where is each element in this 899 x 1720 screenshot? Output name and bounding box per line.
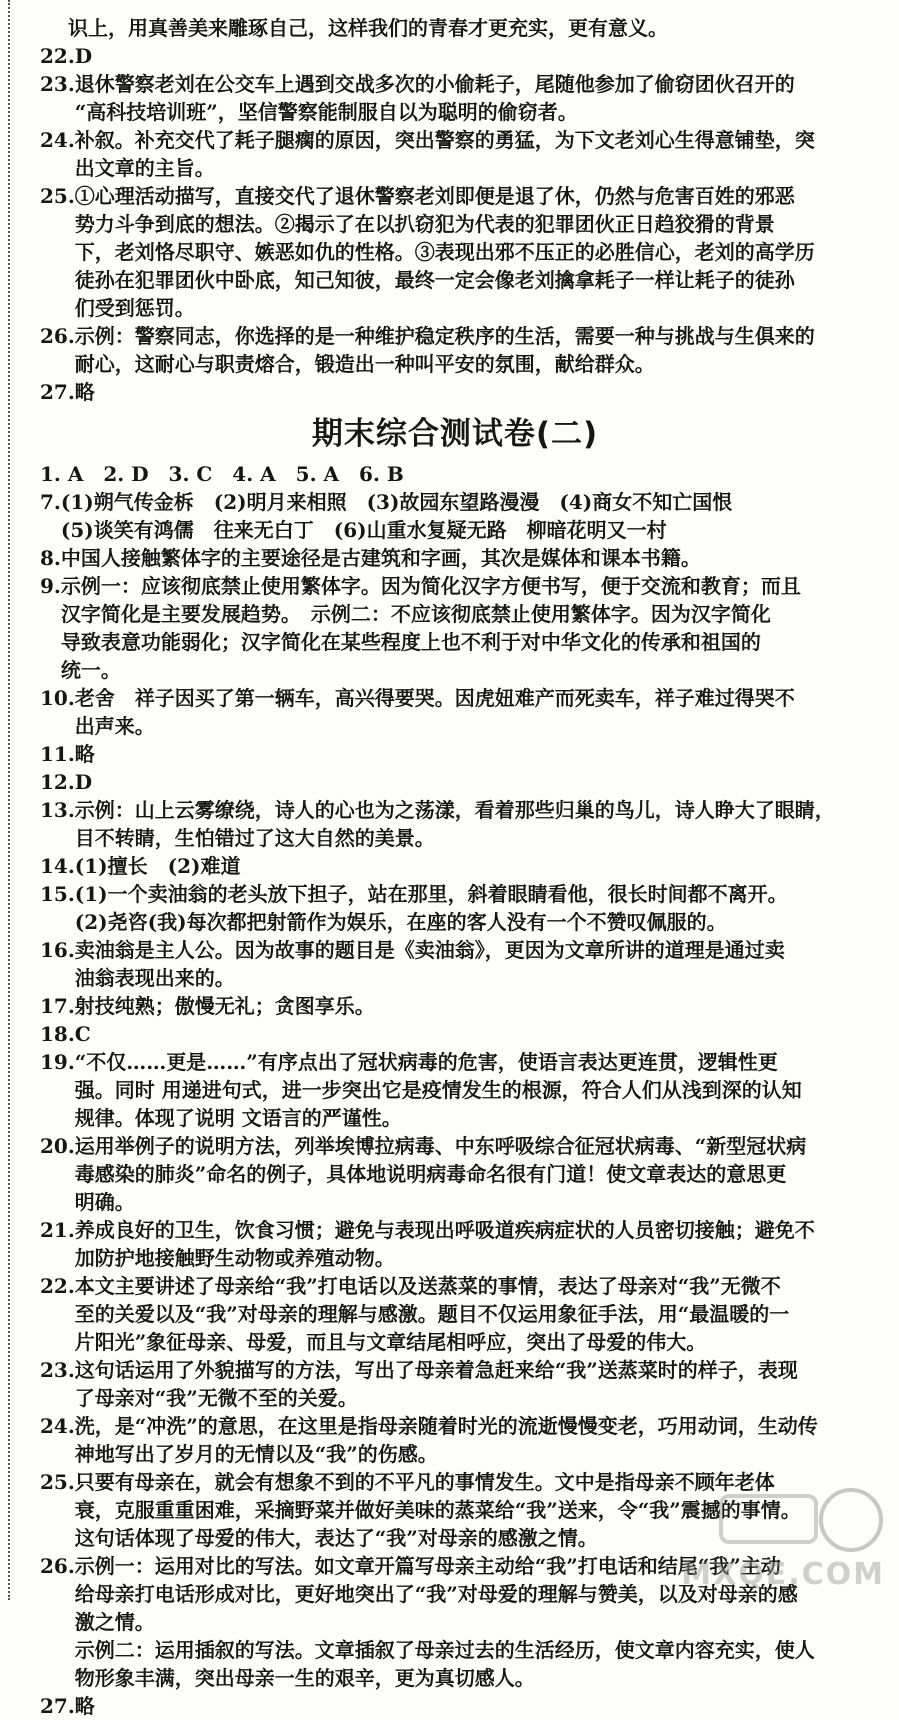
answer-line: 加防护地接触野生动物或养殖动物。: [74, 1246, 395, 1270]
answer-text: [75, 684, 870, 740]
answer-item: [40, 70, 870, 126]
answer-line: 示例一：应该彻底禁止使用繁体字。因为简化汉字方便书写，便于交流和教育；而且: [60, 574, 801, 598]
answer-line: 卖油翁是主人公。因为故事的题目是《卖油翁》，更因为文章所讲的道理是通过卖: [74, 938, 785, 962]
answer-item: [40, 936, 870, 992]
answer-text: [75, 1356, 870, 1412]
top-answer-list: [40, 42, 870, 406]
answer-line: (1)朔气传金柝 (2)明月来相照 (3)故园东望路漫漫 (4)商女不知亡国恨: [60, 490, 733, 514]
answer-text: [75, 740, 870, 768]
answer-item: [40, 126, 870, 182]
answer-line: 补叙。补充交代了耗子腿瘸的原因，突出警察的勇猛，为下文老刘心生得意铺垫，突: [74, 128, 815, 152]
answer-line: D: [74, 770, 93, 794]
answer-number: 13.: [40, 798, 75, 822]
answer-line: 退休警察老刘在公交车上遇到交战多次的小偷耗子，尾随他参加了偷窃团伙召开的: [74, 72, 795, 96]
answer-item: [40, 740, 870, 768]
answer-line: 这句话体现了母爱的伟大，表达了“我”对母亲的感激之情。: [74, 1526, 598, 1550]
answer-number: 18.: [40, 1022, 75, 1046]
answer-line: 耐心，这耐心与职责熔合，锻造出一种叫平安的氛围，献给群众。: [74, 352, 655, 376]
answer-line: 徒孙在犯罪团伙中卧底，知己知彼，最终一定会像老刘擒拿耗子一样让耗子的徒孙: [74, 268, 795, 292]
answer-item: [40, 1412, 870, 1468]
answer-item: [40, 684, 870, 740]
answer-item: [40, 322, 870, 378]
answer-line: 1. A 2. D 3. C 4. A 5. A 6. B: [40, 462, 404, 486]
answer-number: 27.: [40, 380, 75, 404]
answer-number: 27.: [40, 1694, 75, 1718]
answer-line: 养成良好的卫生，饮食习惯；避免与表现出呼吸道疾病症状的人员密切接触；避免不: [74, 1218, 815, 1242]
answer-text: [75, 1048, 870, 1132]
answer-item: [40, 1356, 870, 1412]
section-title: 期末综合测试卷(二): [311, 416, 599, 452]
answer-line: 规律。体现了说明 文语言的严谨性。: [74, 1106, 402, 1130]
answer-line: 下，老刘恪尽职守、嫉恶如仇的性格。③表现出邪不压正的必胜信心，老刘的高学历: [74, 240, 815, 264]
answer-number: 22.: [40, 44, 75, 68]
answer-text: [75, 992, 870, 1020]
answer-line: 导致表意功能弱化；汉字简化在某些程度上也不利于对中华文化的传承和祖国的: [60, 630, 761, 654]
answer-item: [40, 852, 870, 880]
answer-line: 神地写出了岁月的无情以及“我”的伤感。: [74, 1442, 438, 1466]
continued-line: 识上，用真善美来雕琢自己，这样我们的青春才更充实，更有意义。: [68, 16, 668, 40]
answer-number: 23.: [40, 72, 75, 96]
answer-line: C: [74, 1022, 91, 1046]
answer-number: 26.: [40, 1554, 75, 1578]
binding-margin-line: [8, 0, 10, 1600]
answer-text: [75, 796, 870, 852]
answer-line: 出声来。: [74, 714, 155, 738]
answer-item: [40, 182, 870, 322]
answer-line: 示例：山上云雾缭绕，诗人的心也为之荡漾，看着那些归巢的鸟儿，诗人睁大了眼睛，: [74, 798, 835, 822]
answer-text: [75, 1216, 870, 1272]
answer-item: [40, 1216, 870, 1272]
answer-text: [75, 378, 870, 406]
answer-line: 了母亲对“我”无微不至的关爱。: [74, 1386, 358, 1410]
answer-line: “不仅……更是……”有序点出了冠状病毒的危害，使语言表达更连贯，逻辑性更: [74, 1050, 778, 1074]
answer-item: [40, 460, 870, 488]
answer-line: 略: [74, 742, 95, 766]
answer-text: [75, 936, 870, 992]
answer-number: 17.: [40, 994, 75, 1018]
answer-number: 20.: [40, 1134, 75, 1158]
answer-item: [40, 1272, 870, 1356]
answer-text: [75, 1132, 870, 1216]
answer-number: 22.: [40, 1274, 75, 1298]
answer-line: 毒感染的肺炎”命名的例子，具体地说明病毒命名很有门道！使文章表达的意思更: [74, 1162, 787, 1186]
watermark-text: MXQE.COM: [681, 1557, 885, 1592]
answer-sub-line: (2)尧咨(我)每次都把射箭作为娱乐，在座的客人没有一个不赞叹佩服的。: [74, 910, 727, 934]
answer-number: 14.: [40, 854, 75, 878]
answer-sub-line: (5)谈笑有鸿儒 往来无白丁 (6)山重水复疑无路 柳暗花明又一村: [60, 518, 667, 542]
answer-sub-line: 示例二：运用插叙的写法。文章插叙了母亲过去的生活经历，使文章内容充实，使人: [74, 1638, 815, 1662]
answer-item: [40, 768, 870, 796]
answer-line: 射技纯熟；傲慢无礼；贪图享乐。: [74, 994, 375, 1018]
answer-line: “高科技培训班”，坚信警察能制服自以为聪明的偷窃者。: [74, 100, 578, 124]
answer-text: [75, 1412, 870, 1468]
watermark-seal-icon: [701, 1482, 891, 1562]
answer-number: 15.: [40, 882, 75, 906]
answer-text: [75, 1692, 870, 1720]
answer-line: 衰，克服重重困难，采摘野菜并做好美味的蒸菜给“我”送来，令“我”震撼的事情。: [74, 1498, 801, 1522]
answer-line: 统一。: [60, 658, 121, 682]
answer-line: 片阳光”象征母亲、母爱，而且与文章结尾相呼应，突出了母爱的伟大。: [74, 1330, 707, 1354]
answer-item: [40, 1692, 870, 1720]
answer-item: [40, 378, 870, 406]
answer-item: [40, 488, 870, 544]
answer-line: 老舍 祥子因买了第一辆车，高兴得要哭。因虎妞难产而死卖车，祥子难过得哭不: [74, 686, 795, 710]
answer-number: 19.: [40, 1050, 75, 1074]
answer-number: 9.: [40, 574, 61, 598]
answer-line: 只要有母亲在，就会有想象不到的不平凡的事情发生。文中是指母亲不顾年老体: [74, 1470, 775, 1494]
answer-line: 出文章的主旨。: [74, 156, 215, 180]
answer-text: [75, 852, 870, 880]
answer-line: (1)擅长 (2)难道: [74, 854, 241, 878]
answer-number: 16.: [40, 938, 75, 962]
answer-number: 7.: [40, 490, 61, 514]
answer-item: [40, 1132, 870, 1216]
answer-number: 21.: [40, 1218, 75, 1242]
answer-number: 25.: [40, 184, 75, 208]
answer-line: ①心理活动描写，直接交代了退休警察老刘即便是退了休，仍然与危害百姓的邪恶: [74, 184, 795, 208]
answer-number: 24.: [40, 1414, 75, 1438]
answer-text: [61, 572, 870, 684]
answer-text: [75, 42, 870, 70]
answer-line: 目不转睛，生怕错过了这大自然的美景。: [74, 826, 435, 850]
answer-line: 略: [74, 1694, 95, 1718]
answer-item: [40, 796, 870, 852]
answer-text: [75, 182, 870, 322]
answer-line: 示例：警察同志，你选择的是一种维护稳定秩序的生活，需要一种与挑战与生俱来的: [74, 324, 815, 348]
answer-line: 明确。: [74, 1190, 135, 1214]
answer-line: 示例一：运用对比的写法。如文章开篇写母亲主动给“我”打电话和结尾“我”主动: [74, 1554, 781, 1578]
answer-line: 本文主要讲述了母亲给“我”打电话以及送蒸菜的事情，表达了母亲对“我”无微不: [74, 1274, 781, 1298]
answer-line: 运用举例子的说明方法，列举埃博拉病毒、中东呼吸综合征冠状病毒、“新型冠状病: [74, 1134, 807, 1158]
answer-text: [75, 1272, 870, 1356]
answer-line: 给母亲打电话形成对比，更好地突出了“我”对母爱的理解与赞美，以及对母亲的感: [74, 1582, 798, 1606]
answer-line: 强。同时 用递进句式，进一步突出它是疫情发生的根源，符合人们从浅到深的认知: [74, 1078, 802, 1102]
answer-text: [61, 488, 870, 544]
answer-number: 10.: [40, 686, 75, 710]
answer-item: [40, 1048, 870, 1132]
answer-item: [40, 992, 870, 1020]
answer-item: [40, 544, 870, 572]
answer-number: 12.: [40, 770, 75, 794]
answer-line: 洗，是“冲洗”的意思，在这里是指母亲随着时光的流逝慢慢变老，巧用动词，生动传: [74, 1414, 818, 1438]
answer-item: [40, 1020, 870, 1048]
watermark-logo: [681, 1482, 891, 1592]
answer-line: 们受到惩罚。: [74, 296, 195, 320]
answer-text: [75, 126, 870, 182]
answer-line: 油翁表现出来的。: [74, 966, 235, 990]
answer-text: [75, 1020, 870, 1048]
answer-line: (1)一个卖油翁的老头放下担子，站在那里，斜着眼睛看他，很长时间都不离开。: [74, 882, 788, 906]
answer-line: 激之情。: [74, 1610, 155, 1634]
answer-text: [75, 880, 870, 936]
answer-line: 略: [74, 380, 95, 404]
answer-text: [40, 460, 870, 488]
answer-number: 24.: [40, 128, 75, 152]
answer-number: 11.: [40, 742, 75, 766]
answer-item: [40, 880, 870, 936]
answer-item: [40, 42, 870, 70]
answer-number: 8.: [40, 546, 61, 570]
answer-line: D: [74, 44, 93, 68]
answer-line: 这句话运用了外貌描写的方法，写出了母亲着急赶来给“我”送蒸菜时的样子，表现: [74, 1358, 798, 1382]
answer-line: 至的关爱以及“我”对母亲的理解与感激。题目不仅运用象征手法，用“最温暖的一: [74, 1302, 790, 1326]
answer-number: 26.: [40, 324, 75, 348]
answer-line: 中国人接触繁体字的主要途径是古建筑和字画，其次是媒体和课本书籍。: [60, 546, 701, 570]
answer-text: [75, 768, 870, 796]
answer-text: [75, 70, 870, 126]
answer-number: 23.: [40, 1358, 75, 1382]
answer-sub-line: 物形象丰满，突出母亲一生的艰辛，更为真切感人。: [74, 1666, 535, 1690]
answer-line: 势力斗争到底的想法。②揭示了在以扒窃犯为代表的犯罪团伙正日趋狡猾的背景: [74, 212, 775, 236]
answer-number: 25.: [40, 1470, 75, 1494]
answer-line: 汉字简化是主要发展趋势。 示例二：不应该彻底禁止使用繁体字。因为汉字简化: [60, 602, 771, 626]
answer-page: [40, 14, 870, 1720]
answer-text: [75, 322, 870, 378]
answer-item: [40, 572, 870, 684]
answer-text: [61, 544, 870, 572]
